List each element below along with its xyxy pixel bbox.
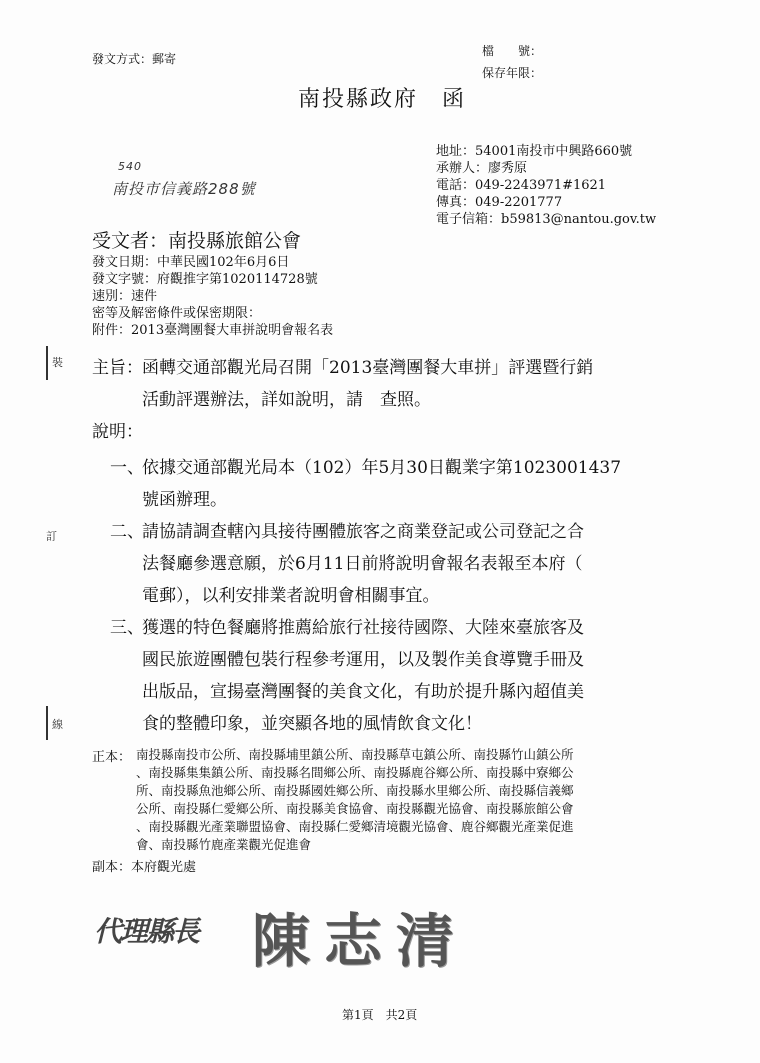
send-method: 發文方式：郵寄	[92, 52, 177, 66]
item-1-number: 一、	[110, 458, 144, 478]
item-1-line-1: 依據交通部觀光局本（102）年5月30日觀業字第1023001437	[142, 458, 622, 478]
attachment: 附件：2013臺灣團餐大車拼說明會報名表	[92, 323, 334, 338]
binding-mark-middle: 訂	[46, 530, 57, 543]
distribution-line-4: 公所、南投縣仁愛鄉公所、南投縣美食協會、南投縣觀光協會、南投縣旅館公會	[136, 801, 574, 816]
distribution-line-5: 、南投縣觀光產業聯盟協會、南投縣仁愛鄉清境觀光協會、鹿谷鄉觀光產業促進	[136, 819, 574, 834]
signature-stamp	[92, 890, 512, 975]
item-3-number: 三、	[110, 618, 144, 638]
sender-fax: 傳真：049-2201777	[436, 195, 563, 210]
sender-email: 電子信箱：b59813@nantou.gov.tw	[436, 212, 657, 227]
issue-date: 發文日期：中華民國102年6月6日	[92, 255, 290, 270]
item-3-line-1: 獲選的特色餐廳將推薦給旅行社接待國際、大陸來臺旅客及	[142, 618, 584, 638]
distribution-line-6: 會、南投縣竹鹿產業觀光促進會	[136, 837, 312, 852]
item-3-line-2: 國民旅遊團體包裝行程參考運用，以及製作美食導覽手冊及	[142, 650, 584, 670]
item-2-line-3: 電郵），以利安排業者說明會相關事宜。	[142, 586, 440, 606]
page-footer: 第1頁 共2頁	[342, 1008, 418, 1022]
retention-period: 保存年限：	[482, 66, 543, 80]
sender-phone: 電話：049-2243971#1621	[436, 178, 607, 193]
subject-label: 主旨：	[92, 358, 143, 378]
binding-mark-top: 裝	[52, 356, 63, 369]
sender-address: 地址：54001南投市中興路660號	[436, 144, 633, 159]
security-class: 密等及解密條件或保密期限：	[92, 306, 262, 321]
distribution-line-1: 南投縣南投市公所、南投縣埔里鎮公所、南投縣草屯鎮公所、南投縣竹山鎮公所	[136, 747, 574, 762]
binding-mark-bottom: 線	[52, 718, 63, 731]
item-3-line-3: 出版品，宣揚臺灣團餐的美食文化，有助於提升縣內超值美	[142, 682, 584, 702]
file-number: 檔 號：	[482, 44, 543, 58]
distribution-line-2: 、南投縣集集鎮公所、南投縣名間鄉公所、南投縣鹿谷鄉公所、南投縣中寮鄉公	[136, 765, 574, 780]
item-2-line-1: 請協請調查轄內具接待團體旅客之商業登記或公司登記之合	[142, 522, 584, 542]
document-number: 發文字號：府觀推字第1020114728號	[92, 272, 318, 287]
page-title: 南投縣政府 函	[298, 87, 467, 112]
distribution-main-label: 正本：	[92, 750, 132, 765]
explanation-label: 說明：	[92, 422, 143, 442]
speed-class: 速別：速件	[92, 289, 158, 304]
item-3-line-4: 食的整體印象，並突顯各地的風情飲食文化！	[142, 714, 482, 734]
item-1-line-2: 號函辦理。	[142, 490, 227, 510]
binding-line-top	[46, 346, 48, 380]
signature-title: 代理縣長	[94, 915, 199, 948]
handwritten-address: 南投市信義路288號	[112, 180, 256, 198]
sender-contact: 承辦人：廖秀原	[436, 161, 528, 176]
distribution-line-3: 所、南投縣魚池鄉公所、南投縣國姓鄉公所、南投縣水里鄉公所、南投縣信義鄉	[136, 783, 574, 798]
handwritten-zip: 540	[118, 160, 142, 173]
subject-line-2: 活動評選辦法，詳如說明，請 查照。	[142, 390, 431, 410]
item-2-line-2: 法餐廳參選意願，於6月11日前將說明會報名表報至本府（	[142, 554, 583, 574]
binding-line-bottom	[46, 706, 48, 740]
recipient: 受文者：南投縣旅館公會	[92, 230, 302, 252]
subject-line-1: 函轉交通部觀光局召開「2013臺灣團餐大車拼」評選暨行銷	[142, 358, 594, 378]
signature-name: 陳志清	[252, 907, 469, 975]
distribution-copy: 副本：本府觀光處	[92, 860, 197, 875]
item-2-number: 二、	[110, 522, 144, 542]
